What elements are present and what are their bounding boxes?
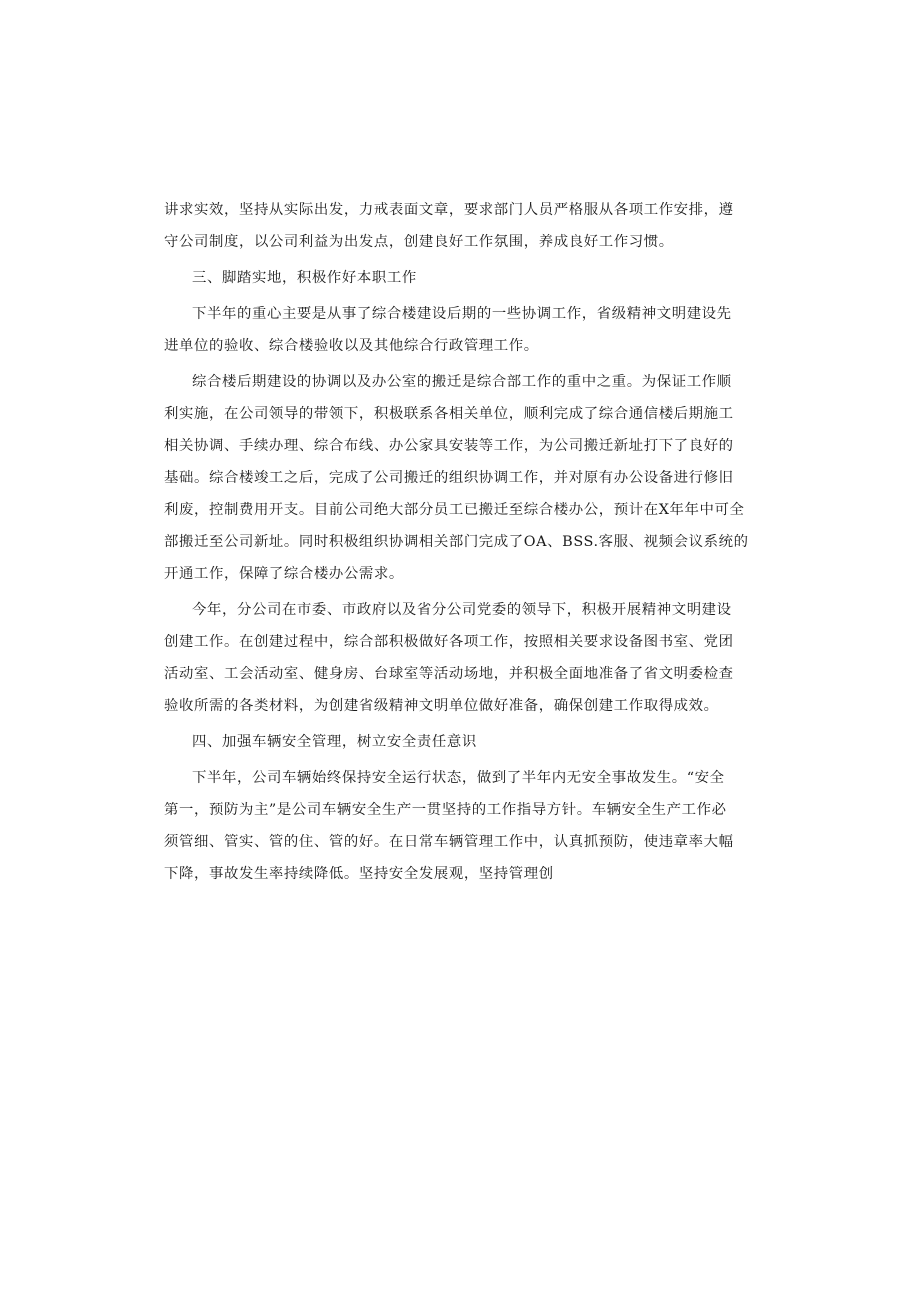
body-text-line: 综合楼后期建设的协调以及办公室的搬迁是综合部工作的重中之重。为保证工作顺 xyxy=(192,374,732,390)
section-heading: 三、脚踏实地，积极作好本职工作 xyxy=(192,270,417,286)
body-text-line: 利实施，在公司领导的带领下，积极联系各相关单位，顺利完成了综合通信楼后期施工 xyxy=(164,406,734,422)
body-text-line: 讲求实效，坚持从实际出发，力戒表面文章，要求部门人员严格服从各项工作安排，遵 xyxy=(164,202,734,218)
body-text-line: 创建工作。在创建过程中，综合部积极做好各项工作，按照相关要求设备图书室、党团 xyxy=(164,634,734,650)
body-text-line: 利废，控制费用开支。目前公司绝大部分员工已搬迁至综合楼办公，预计在X年年中可全 xyxy=(164,502,745,518)
document-page xyxy=(164,194,759,890)
body-text-line: 开通工作，保障了综合楼办公需求。 xyxy=(164,566,404,582)
body-text-line: 部搬迁至公司新址。同时积极组织协调相关部门完成了OA、BSS.客服、视频会议系统的 xyxy=(164,534,749,550)
body-text-line: 进单位的验收、综合楼验收以及其他综合行政管理工作。 xyxy=(164,338,539,354)
body-text-line: 验收所需的各类材料，为创建省级精神文明单位做好准备，确保创建工作取得成效。 xyxy=(164,698,719,714)
body-text-line: 相关协调、手续办理、综合布线、办公家具安装等工作，为公司搬迁新址打下了良好的 xyxy=(164,438,734,454)
body-text-line: 今年，分公司在市委、市政府以及省分公司党委的领导下，积极开展精神文明建设 xyxy=(192,602,732,618)
body-text-line: 第一，预防为主”是公司车辆安全生产一贯坚持的工作指导方针。车辆安全生产工作必 xyxy=(164,802,727,818)
body-text-line: 须管细、管实、管的住、管的好。在日常车辆管理工作中，认真抓预防，使违章率大幅 xyxy=(164,834,734,850)
body-text-line: 下降，事故发生率持续降低。坚持安全发展观，坚持管理创 xyxy=(164,866,554,882)
body-text-line: 活动室、工会活动室、健身房、台球室等活动场地，并积极全面地准备了省文明委检查 xyxy=(164,666,734,682)
body-text-line: 守公司制度，以公司利益为出发点，创建良好工作氛围，养成良好工作习惯。 xyxy=(164,234,674,250)
body-text-line: 下半年的重心主要是从事了综合楼建设后期的一些协调工作，省级精神文明建设先 xyxy=(192,306,732,322)
body-text-line: 基础。综合楼竣工之后，完成了公司搬迁的组织协调工作，并对原有办公设备进行修旧 xyxy=(164,470,734,486)
body-text-line: 下半年，公司车辆始终保持安全运行状态，做到了半年内无安全事故发生。“安全 xyxy=(192,770,725,786)
section-heading: 四、加强车辆安全管理，树立安全责任意识 xyxy=(192,734,477,750)
